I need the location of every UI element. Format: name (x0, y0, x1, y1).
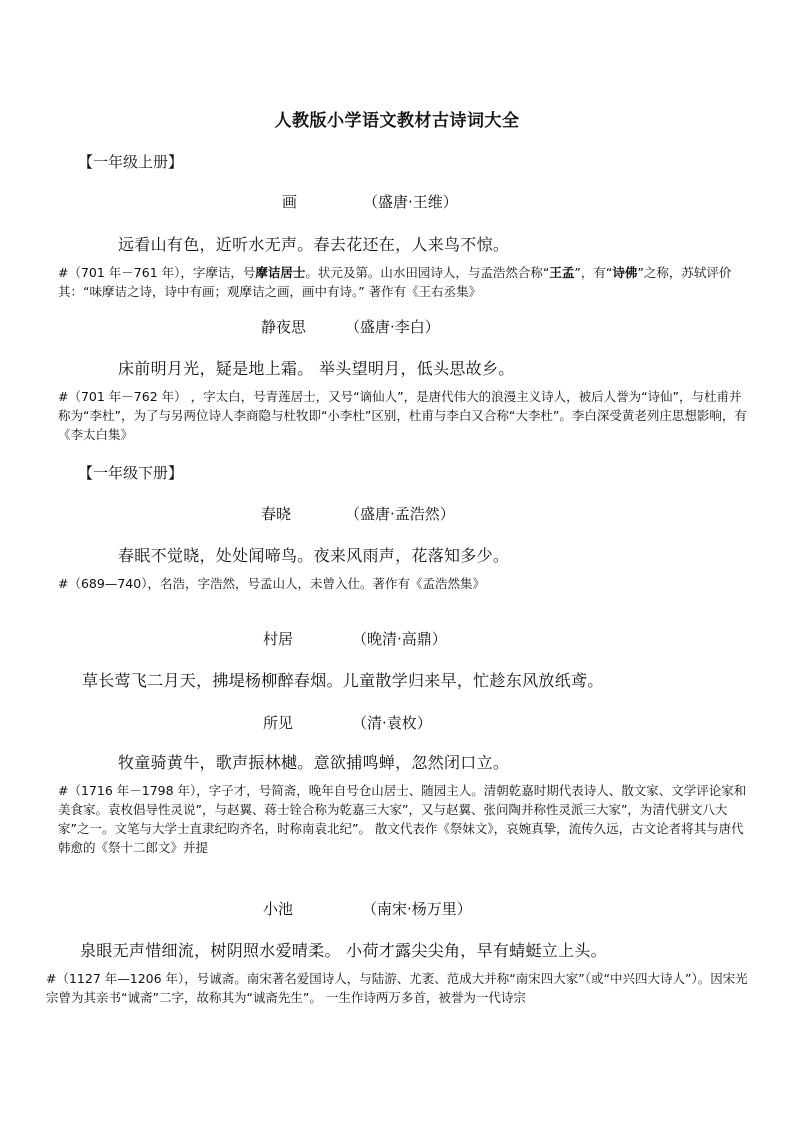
poem-verse: 春眠不觉晓，处处闻啼鸟。夜来风雨声，花落知多少。 (118, 546, 510, 565)
author-note: #（689—740），名浩，字浩然，号孟山人，未曾入仕。著作有《孟浩然集》 (58, 576, 485, 591)
poem-author: （晚清·高鼎） (352, 630, 447, 648)
note-emphasis: 诗佛 (612, 265, 638, 280)
note-text: #（701 年－761 年），字摩诘，号 (58, 265, 256, 280)
document-title: 人教版小学语文教材古诗词大全 (274, 111, 520, 131)
poem-verse: 泉眼无声惜细流，树阴照水爱晴柔。 小荷才露尖尖角，早有蜻蜓立上头。 (80, 941, 607, 960)
poem-author: （盛唐·王维） (363, 193, 458, 211)
poem-verse: 草长莺飞二月天，拂堤杨柳醉春烟。儿童散学归来早，忙趁东风放纸鸢。 (82, 671, 604, 690)
poem-title: 静夜思 (261, 318, 307, 336)
poem-title: 画 (282, 193, 298, 211)
note-text: ”之称，苏轼评价其：“味摩诘之诗，诗中有画；观摩诘之画，画中有诗。” 著作有《王右丞集》 (58, 265, 732, 299)
author-note: #（1716 年－1798 年），字子才，号简斋，晚年自号仓山居士、随园主人。清朝乾嘉时期代表诗人、散文家、文学评论家和美食家。袁枚倡导性灵说”，与赵翼、蒋士铨合称为乾嘉三大家”，又与赵翼、张问陶并称性灵派三大家”，为清代骈文八大家”之一。文笔与大学士直隶纪昀齐名，时称南袁北纪”。 散文代表作《祭妹文》，哀婉真挚，流传久远，古文论者将其与唐代韩愈的《祭十二郎文》并提 (58, 783, 747, 855)
author-note: #（701 年－762 年） ，字太白，号青莲居士，又号“谪仙人”，是唐代伟大的浪漫主义诗人，被后人誉为“诗仙”，与杜甫并称为“李杜”，为了与另两位诗人李商隐与杜牧即“小李杜”区别，杜甫与李白又合称“大李杜”。李白深受黄老列庄思想影响，有《李太白集》 (58, 389, 747, 442)
section-heading-grade1-lower: 【一年级下册】 (78, 464, 184, 482)
poem-title: 春晓 (261, 505, 292, 523)
note-emphasis: 王孟 (549, 265, 575, 280)
author-note (58, 263, 748, 301)
poem-author: （清·袁枚） (352, 714, 432, 732)
poem-title: 村居 (263, 630, 294, 648)
poem-author: （盛唐·孟浩然） (345, 505, 455, 523)
poem-verse: 牧童骑黄牛，歌声振林樾。意欲捕鸣蝉，忽然闭口立。 (118, 753, 510, 772)
author-note: #（1127 年—1206 年），号诚斋。南宋著名爱国诗人，与陆游、尤袤、范成大并称“南宋四大家”（或“中兴四大诗人”）。因宋光宗曾为其亲书“诚斋”二字，故称其为“诚斋先生”。 一生作诗两万多首，被誉为一代诗宗 (46, 971, 748, 1005)
note-text: 。状元及第。山水田园诗人，与孟浩然合称“ (305, 265, 550, 280)
section-heading-grade1-upper: 【一年级上册】 (78, 153, 184, 171)
note-text: ”，有“ (574, 265, 613, 280)
poem-author: （南宋·杨万里） (362, 900, 472, 918)
poem-verse: 远看山有色，近听水无声。春去花还在，人来鸟不惊。 (118, 235, 510, 254)
poem-author: （盛唐·李白） (345, 318, 440, 336)
note-emphasis: 摩诘居士 (255, 265, 306, 280)
poem-title: 所见 (263, 714, 294, 732)
poem-title: 小池 (263, 900, 294, 918)
poem-verse: 床前明月光，疑是地上霜。 举头望明月，低头思故乡。 (118, 359, 515, 378)
